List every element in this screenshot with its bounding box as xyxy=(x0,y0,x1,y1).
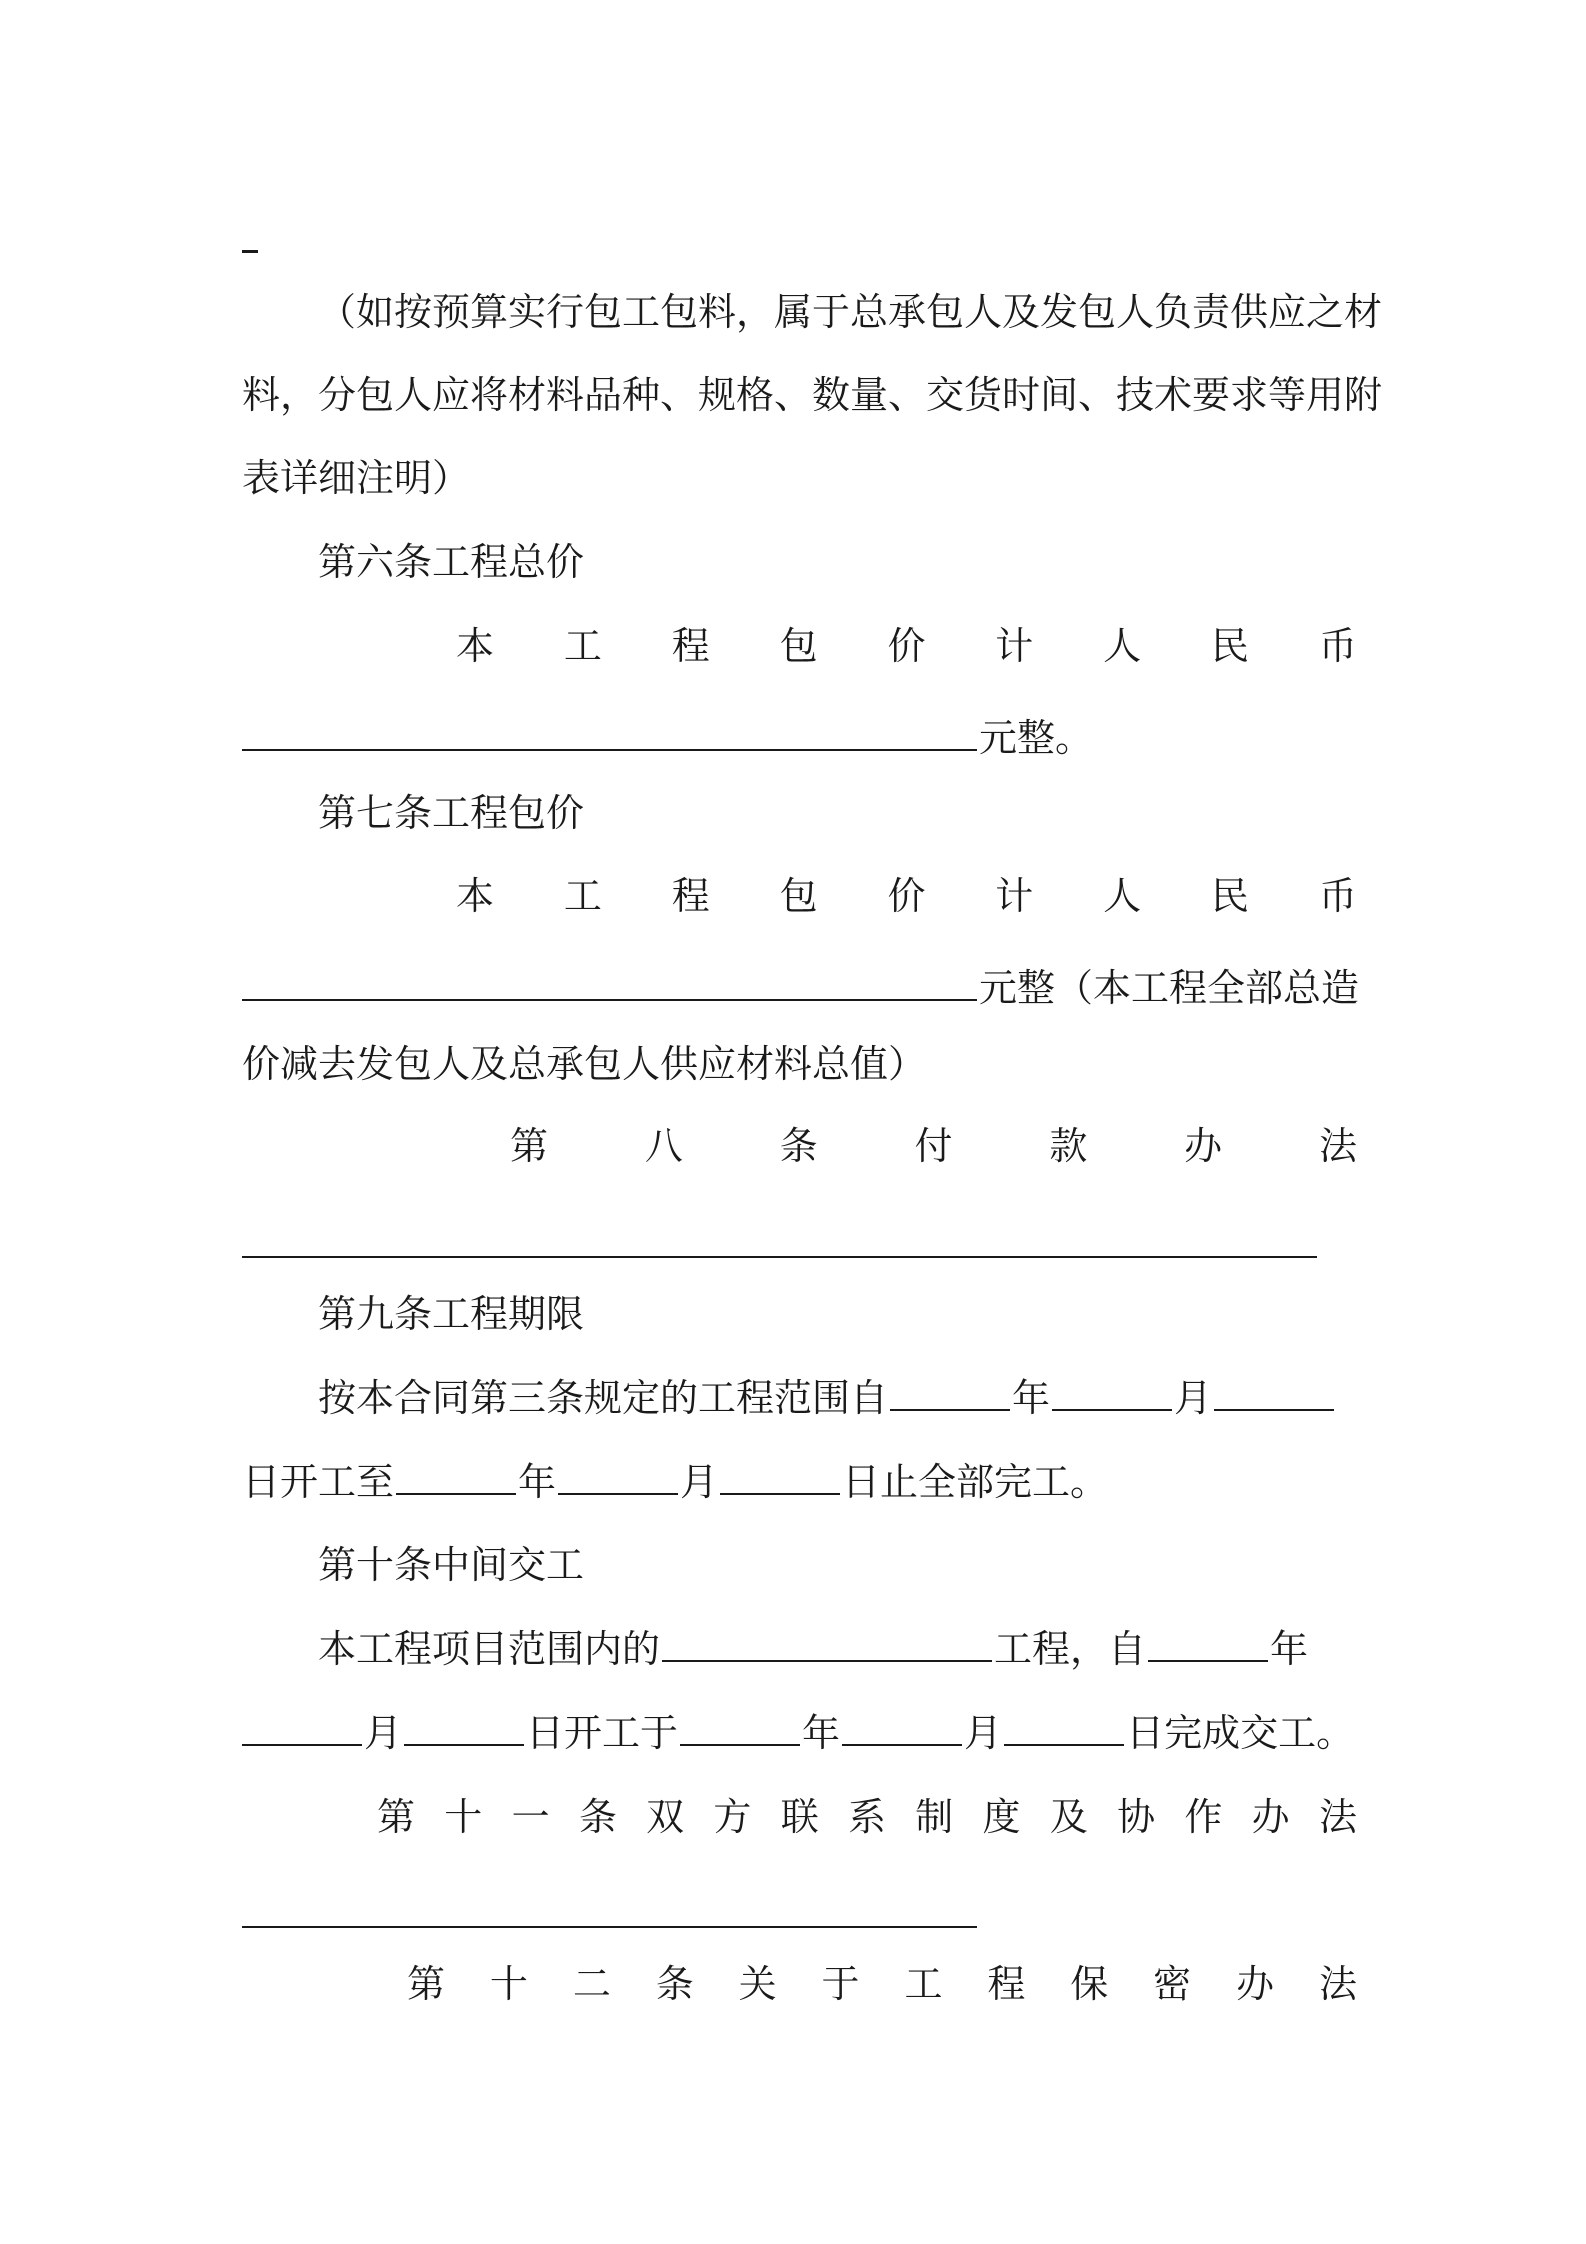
month-blank[interactable] xyxy=(1052,1379,1172,1411)
spread-char: 法 xyxy=(1318,1962,1357,2006)
article-10-line-2 xyxy=(242,1711,1357,1755)
text: 日开工至 xyxy=(242,1460,395,1504)
spread-char: 系 xyxy=(847,1795,886,1839)
spread-char: 工 xyxy=(563,874,602,918)
amount-blank[interactable] xyxy=(242,969,977,1001)
text: 月 xyxy=(680,1460,719,1504)
amount-tail: 元整（本工程全部总造 xyxy=(979,966,1360,1010)
article-8-blank-rule[interactable] xyxy=(242,1256,1317,1258)
spread-char: 包 xyxy=(779,874,818,918)
spread-char: 一 xyxy=(511,1795,550,1839)
article-6-spread-line xyxy=(456,624,1357,668)
spread-char: 程 xyxy=(987,1962,1026,2006)
spread-char: 办 xyxy=(1251,1795,1290,1839)
text: 年 xyxy=(518,1460,557,1504)
text: 本工程项目范围内的 xyxy=(318,1627,661,1671)
note-line-2: 料，分包人应将材料品种、规格、数量、交货时间、技术要求等用附 xyxy=(242,373,1383,417)
article-11-heading xyxy=(377,1795,1357,1839)
spread-char: 保 xyxy=(1070,1962,1109,2006)
spread-char: 制 xyxy=(915,1795,954,1839)
text: 年 xyxy=(1012,1376,1051,1420)
spread-char: 包 xyxy=(779,624,818,668)
text: 月 xyxy=(1174,1376,1213,1420)
month-blank[interactable] xyxy=(242,1714,362,1746)
leading-dash xyxy=(242,250,258,253)
article-7-heading: 第七条工程包价 xyxy=(318,791,585,835)
spread-char: 办 xyxy=(1236,1962,1275,2006)
spread-char: 十 xyxy=(489,1962,528,2006)
day-blank[interactable] xyxy=(1004,1714,1124,1746)
spread-char: 条 xyxy=(578,1795,617,1839)
article-12-heading xyxy=(407,1962,1357,2006)
text: 年 xyxy=(1270,1627,1309,1671)
month-blank[interactable] xyxy=(842,1714,962,1746)
spread-char: 币 xyxy=(1318,874,1357,918)
spread-char: 作 xyxy=(1184,1795,1223,1839)
note-line-1: （如按预算实行包工包料，属于总承包人及发包人负责供应之材 xyxy=(318,290,1383,334)
spread-char: 价 xyxy=(887,624,926,668)
article-9-heading: 第九条工程期限 xyxy=(318,1292,585,1336)
spread-char: 程 xyxy=(671,874,710,918)
month-blank[interactable] xyxy=(558,1463,678,1495)
article-7-amount-line xyxy=(242,966,1360,1010)
spread-char: 条 xyxy=(655,1962,694,2006)
text: 月 xyxy=(364,1711,403,1755)
text: 年 xyxy=(802,1711,841,1755)
spread-char: 密 xyxy=(1153,1962,1192,2006)
spread-char: 价 xyxy=(887,874,926,918)
year-blank[interactable] xyxy=(1148,1630,1268,1662)
spread-char: 付 xyxy=(914,1124,953,1168)
text: 月 xyxy=(964,1711,1003,1755)
year-blank[interactable] xyxy=(680,1714,800,1746)
spread-char: 民 xyxy=(1211,624,1250,668)
article-11-blank-rule[interactable] xyxy=(242,1926,977,1928)
article-7-spread-line xyxy=(456,874,1357,918)
article-9-line-1 xyxy=(318,1376,1357,1420)
year-blank[interactable] xyxy=(890,1379,1010,1411)
article-6-heading: 第六条工程总价 xyxy=(318,540,585,584)
spread-char: 度 xyxy=(982,1795,1021,1839)
spread-char: 关 xyxy=(738,1962,777,2006)
spread-char: 法 xyxy=(1318,1795,1357,1839)
amount-tail: 元整。 xyxy=(979,716,1094,760)
spread-char: 协 xyxy=(1117,1795,1156,1839)
article-9-line-2 xyxy=(242,1460,1357,1504)
spread-char: 八 xyxy=(644,1124,683,1168)
day-blank[interactable] xyxy=(720,1463,840,1495)
article-10-line-1 xyxy=(318,1627,1357,1671)
year-blank[interactable] xyxy=(396,1463,516,1495)
spread-char: 本 xyxy=(456,624,495,668)
spread-char: 十 xyxy=(444,1795,483,1839)
spread-char: 计 xyxy=(995,874,1034,918)
spread-char: 人 xyxy=(1103,874,1142,918)
spread-char: 款 xyxy=(1049,1124,1088,1168)
text: 日开工于 xyxy=(526,1711,679,1755)
article-7-line-3: 价减去发包人及总承包人供应材料总值） xyxy=(242,1042,927,1086)
spread-char: 本 xyxy=(456,874,495,918)
day-blank[interactable] xyxy=(404,1714,524,1746)
project-blank[interactable] xyxy=(662,1630,992,1662)
spread-char: 第 xyxy=(407,1962,446,2006)
spread-char: 于 xyxy=(821,1962,860,2006)
spread-char: 民 xyxy=(1211,874,1250,918)
spread-char: 联 xyxy=(780,1795,819,1839)
spread-char: 计 xyxy=(995,624,1034,668)
spread-char: 办 xyxy=(1184,1124,1223,1168)
spread-char: 及 xyxy=(1049,1795,1088,1839)
spread-char: 方 xyxy=(713,1795,752,1839)
spread-char: 第 xyxy=(510,1124,549,1168)
spread-char: 币 xyxy=(1318,624,1357,668)
spread-char: 工 xyxy=(563,624,602,668)
text: 工程，自 xyxy=(994,1627,1147,1671)
spread-char: 双 xyxy=(646,1795,685,1839)
article-8-heading xyxy=(510,1124,1357,1168)
spread-char: 人 xyxy=(1103,624,1142,668)
article-6-amount-line xyxy=(242,716,1357,760)
spread-char: 第 xyxy=(377,1795,416,1839)
text: 日止全部完工。 xyxy=(842,1460,1109,1504)
text: 按本合同第三条规定的工程范围自 xyxy=(318,1376,889,1420)
note-line-3: 表详细注明） xyxy=(242,456,471,500)
spread-char: 法 xyxy=(1318,1124,1357,1168)
spread-char: 工 xyxy=(904,1962,943,2006)
day-blank[interactable] xyxy=(1214,1379,1334,1411)
spread-char: 二 xyxy=(572,1962,611,2006)
amount-blank[interactable] xyxy=(242,719,977,751)
article-10-heading: 第十条中间交工 xyxy=(318,1543,585,1587)
text: 日完成交工。 xyxy=(1126,1711,1355,1755)
spread-char: 条 xyxy=(779,1124,818,1168)
spread-char: 程 xyxy=(671,624,710,668)
